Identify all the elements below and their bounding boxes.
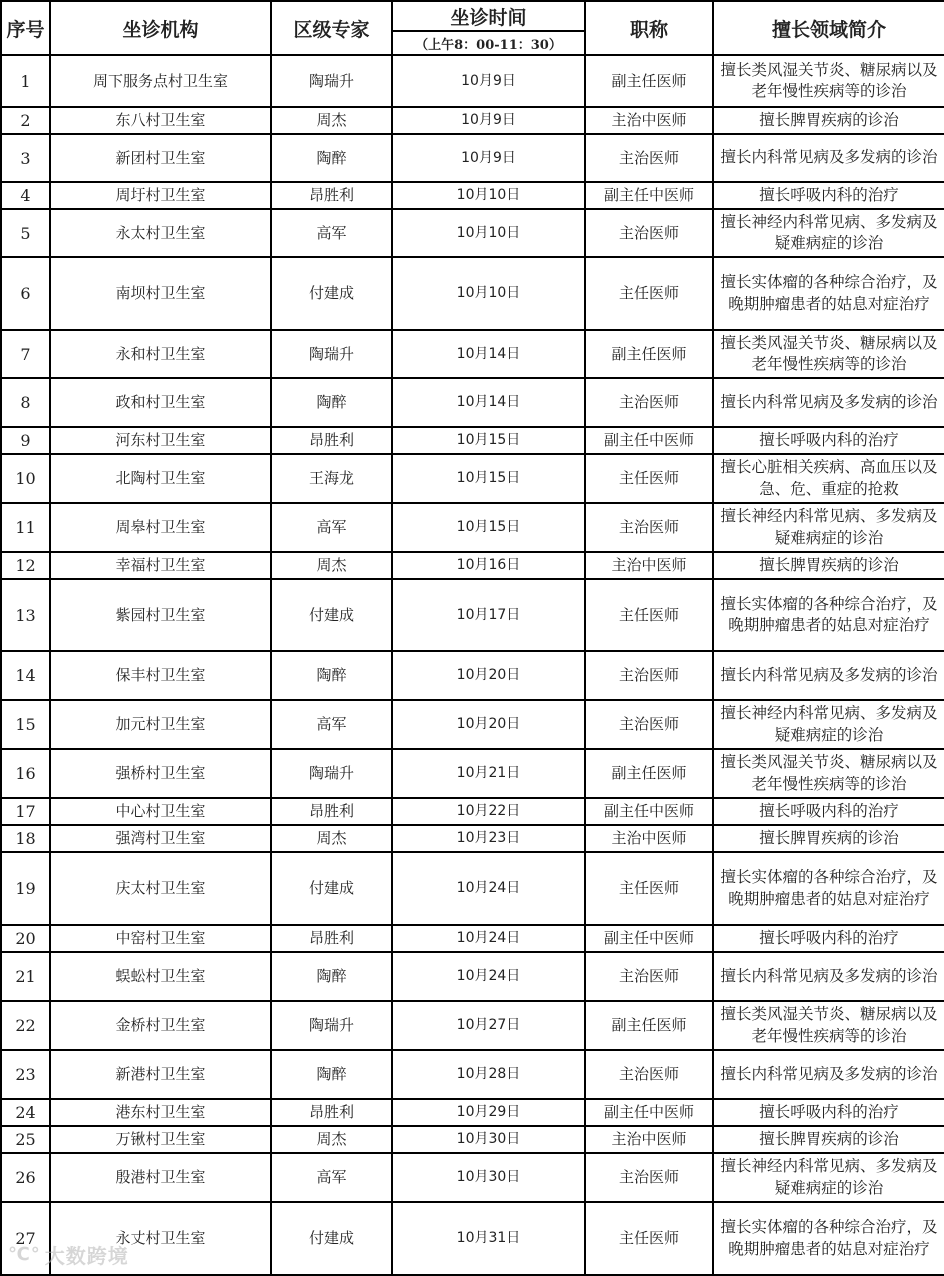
row-index: 20	[1, 925, 50, 952]
row-index: 10	[1, 454, 50, 503]
row-specialty: 擅长呼吸内科的治疗	[713, 427, 944, 454]
row-institution: 政和村卫生室	[50, 378, 271, 427]
table-row	[1, 1001, 944, 1050]
row-specialty: 擅长脾胃疾病的诊治	[713, 825, 944, 852]
row-date: 10月24日	[392, 925, 585, 952]
row-title: 主治中医师	[585, 552, 713, 579]
table-row	[1, 952, 944, 1001]
table-row	[1, 209, 944, 257]
row-institution: 中心村卫生室	[50, 798, 271, 825]
row-institution: 新团村卫生室	[50, 134, 271, 182]
row-title: 主治医师	[585, 952, 713, 1001]
row-expert: 陶醉	[271, 378, 392, 427]
table-row	[1, 1126, 944, 1153]
row-expert: 昂胜利	[271, 798, 392, 825]
row-expert: 昂胜利	[271, 427, 392, 454]
row-title: 主治医师	[585, 1153, 713, 1202]
row-date: 10月29日	[392, 1099, 585, 1126]
row-institution: 万锹村卫生室	[50, 1126, 271, 1153]
table-row	[1, 330, 944, 378]
table-row	[1, 257, 944, 330]
row-title: 主治医师	[585, 209, 713, 257]
row-title: 副主任医师	[585, 1001, 713, 1050]
table-row	[1, 55, 944, 107]
row-index: 25	[1, 1126, 50, 1153]
row-specialty: 擅长类风湿关节炎、糖尿病以及老年慢性疾病等的诊治	[713, 1001, 944, 1050]
row-expert: 陶瑞升	[271, 1001, 392, 1050]
header-time-sub: （上午8：00-11：30）	[392, 31, 585, 55]
row-expert: 陶瑞升	[271, 749, 392, 798]
table-row	[1, 427, 944, 454]
row-expert: 陶醉	[271, 1050, 392, 1099]
row-expert: 付建成	[271, 257, 392, 330]
header-index: 序号	[1, 1, 50, 55]
row-expert: 昂胜利	[271, 925, 392, 952]
row-expert: 付建成	[271, 1202, 392, 1275]
row-title: 主任医师	[585, 454, 713, 503]
row-index: 26	[1, 1153, 50, 1202]
header-specialty: 擅长领域简介	[713, 1, 944, 55]
row-expert: 陶醉	[271, 651, 392, 700]
row-expert: 周杰	[271, 552, 392, 579]
row-date: 10月21日	[392, 749, 585, 798]
row-institution: 保丰村卫生室	[50, 651, 271, 700]
row-specialty: 擅长呼吸内科的治疗	[713, 925, 944, 952]
row-expert: 高军	[271, 503, 392, 552]
row-index: 13	[1, 579, 50, 651]
row-institution: 永和村卫生室	[50, 330, 271, 378]
row-index: 24	[1, 1099, 50, 1126]
row-title: 主治医师	[585, 700, 713, 749]
row-institution: 蜈蚣村卫生室	[50, 952, 271, 1001]
row-date: 10月24日	[392, 852, 585, 925]
table-row	[1, 925, 944, 952]
row-specialty: 擅长类风湿关节炎、糖尿病以及老年慢性疾病等的诊治	[713, 330, 944, 378]
row-index: 8	[1, 378, 50, 427]
row-expert: 昂胜利	[271, 1099, 392, 1126]
row-title: 主治医师	[585, 378, 713, 427]
table-row	[1, 1153, 944, 1202]
row-institution: 永太村卫生室	[50, 209, 271, 257]
row-specialty: 擅长呼吸内科的治疗	[713, 798, 944, 825]
row-expert: 昂胜利	[271, 182, 392, 209]
row-specialty: 擅长内科常见病及多发病的诊治	[713, 952, 944, 1001]
row-institution: 周皋村卫生室	[50, 503, 271, 552]
watermark	[8, 1240, 129, 1269]
row-date: 10月20日	[392, 700, 585, 749]
row-title: 主治中医师	[585, 107, 713, 134]
header-expert: 区级专家	[271, 1, 392, 55]
row-specialty: 擅长实体瘤的各种综合治疗，及晚期肿瘤患者的姑息对症治疗	[713, 1202, 944, 1275]
row-index: 9	[1, 427, 50, 454]
row-specialty: 擅长呼吸内科的治疗	[713, 1099, 944, 1126]
row-expert: 高军	[271, 209, 392, 257]
row-institution: 金桥村卫生室	[50, 1001, 271, 1050]
row-index: 1	[1, 55, 50, 107]
row-institution: 幸福村卫生室	[50, 552, 271, 579]
row-specialty: 擅长实体瘤的各种综合治疗，及晚期肿瘤患者的姑息对症治疗	[713, 579, 944, 651]
row-institution: 东八村卫生室	[50, 107, 271, 134]
row-date: 10月15日	[392, 454, 585, 503]
table-row	[1, 579, 944, 651]
row-index: 12	[1, 552, 50, 579]
table-header	[1, 1, 944, 55]
row-title: 副主任中医师	[585, 427, 713, 454]
row-specialty: 擅长呼吸内科的治疗	[713, 182, 944, 209]
row-institution: 周下服务点村卫生室	[50, 55, 271, 107]
row-date: 10月30日	[392, 1153, 585, 1202]
row-index: 18	[1, 825, 50, 852]
row-specialty: 擅长内科常见病及多发病的诊治	[713, 378, 944, 427]
table-body	[1, 55, 944, 1275]
header-time: 坐诊时间	[392, 1, 585, 31]
row-date: 10月16日	[392, 552, 585, 579]
row-specialty: 擅长内科常见病及多发病的诊治	[713, 651, 944, 700]
row-specialty: 擅长神经内科常见病、多发病及疑难病症的诊治	[713, 700, 944, 749]
row-title: 主任医师	[585, 257, 713, 330]
row-index: 23	[1, 1050, 50, 1099]
row-specialty: 擅长内科常见病及多发病的诊治	[713, 134, 944, 182]
row-index: 4	[1, 182, 50, 209]
table-row	[1, 454, 944, 503]
row-specialty: 擅长脾胃疾病的诊治	[713, 107, 944, 134]
row-specialty: 擅长神经内科常见病、多发病及疑难病症的诊治	[713, 503, 944, 552]
table-row	[1, 825, 944, 852]
row-index: 17	[1, 798, 50, 825]
row-specialty: 擅长实体瘤的各种综合治疗，及晚期肿瘤患者的姑息对症治疗	[713, 257, 944, 330]
row-date: 10月15日	[392, 503, 585, 552]
row-expert: 陶瑞升	[271, 330, 392, 378]
table-row	[1, 378, 944, 427]
table-row	[1, 852, 944, 925]
row-institution: 加元村卫生室	[50, 700, 271, 749]
row-specialty: 擅长类风湿关节炎、糖尿病以及老年慢性疾病等的诊治	[713, 55, 944, 107]
row-title: 副主任中医师	[585, 1099, 713, 1126]
row-title: 主治医师	[585, 651, 713, 700]
row-title: 主任医师	[585, 1202, 713, 1275]
row-date: 10月15日	[392, 427, 585, 454]
table-row	[1, 700, 944, 749]
row-date: 10月10日	[392, 209, 585, 257]
row-institution: 永丈村卫生室	[50, 1202, 271, 1275]
row-index: 2	[1, 107, 50, 134]
row-specialty: 擅长脾胃疾病的诊治	[713, 552, 944, 579]
header-title: 职称	[585, 1, 713, 55]
row-date: 10月9日	[392, 55, 585, 107]
header-institution: 坐诊机构	[50, 1, 271, 55]
row-index: 11	[1, 503, 50, 552]
row-index: 21	[1, 952, 50, 1001]
row-expert: 周杰	[271, 1126, 392, 1153]
row-title: 主治中医师	[585, 825, 713, 852]
row-date: 10月24日	[392, 952, 585, 1001]
table-row	[1, 107, 944, 134]
row-date: 10月30日	[392, 1126, 585, 1153]
row-expert: 周杰	[271, 825, 392, 852]
row-index: 5	[1, 209, 50, 257]
row-expert: 陶瑞升	[271, 55, 392, 107]
row-date: 10月23日	[392, 825, 585, 852]
row-institution: 周圩村卫生室	[50, 182, 271, 209]
row-title: 主治医师	[585, 503, 713, 552]
row-institution: 南坝村卫生室	[50, 257, 271, 330]
table-row	[1, 749, 944, 798]
row-index: 22	[1, 1001, 50, 1050]
row-expert: 付建成	[271, 852, 392, 925]
row-title: 主治医师	[585, 1050, 713, 1099]
row-institution: 新港村卫生室	[50, 1050, 271, 1099]
row-title: 副主任医师	[585, 330, 713, 378]
row-title: 副主任医师	[585, 749, 713, 798]
row-date: 10月17日	[392, 579, 585, 651]
row-date: 10月9日	[392, 107, 585, 134]
row-expert: 陶醉	[271, 134, 392, 182]
table-row	[1, 1050, 944, 1099]
row-specialty: 擅长脾胃疾病的诊治	[713, 1126, 944, 1153]
row-date: 10月10日	[392, 182, 585, 209]
row-institution: 港东村卫生室	[50, 1099, 271, 1126]
row-date: 10月31日	[392, 1202, 585, 1275]
row-specialty: 擅长神经内科常见病、多发病及疑难病症的诊治	[713, 209, 944, 257]
table-row	[1, 1202, 944, 1275]
row-specialty: 擅长心脏相关疾病、高血压以及急、危、重症的抢救	[713, 454, 944, 503]
row-title: 副主任中医师	[585, 925, 713, 952]
row-date: 10月14日	[392, 378, 585, 427]
row-institution: 河东村卫生室	[50, 427, 271, 454]
row-index: 3	[1, 134, 50, 182]
row-index: 14	[1, 651, 50, 700]
table-row	[1, 503, 944, 552]
table-row	[1, 134, 944, 182]
row-expert: 陶醉	[271, 952, 392, 1001]
row-institution: 紫园村卫生室	[50, 579, 271, 651]
row-institution: 强桥村卫生室	[50, 749, 271, 798]
row-date: 10月14日	[392, 330, 585, 378]
table-row	[1, 182, 944, 209]
row-specialty: 擅长神经内科常见病、多发病及疑难病症的诊治	[713, 1153, 944, 1202]
row-specialty: 擅长类风湿关节炎、糖尿病以及老年慢性疾病等的诊治	[713, 749, 944, 798]
row-index: 19	[1, 852, 50, 925]
row-date: 10月27日	[392, 1001, 585, 1050]
row-title: 副主任中医师	[585, 798, 713, 825]
row-index: 16	[1, 749, 50, 798]
row-institution: 庆太村卫生室	[50, 852, 271, 925]
row-expert: 周杰	[271, 107, 392, 134]
row-date: 10月28日	[392, 1050, 585, 1099]
row-expert: 高军	[271, 1153, 392, 1202]
row-institution: 北陶村卫生室	[50, 454, 271, 503]
row-institution: 中窑村卫生室	[50, 925, 271, 952]
row-index: 6	[1, 257, 50, 330]
row-title: 副主任医师	[585, 55, 713, 107]
table-row	[1, 798, 944, 825]
row-expert: 高军	[271, 700, 392, 749]
row-title: 副主任中医师	[585, 182, 713, 209]
row-expert: 王海龙	[271, 454, 392, 503]
row-specialty: 擅长实体瘤的各种综合治疗，及晚期肿瘤患者的姑息对症治疗	[713, 852, 944, 925]
row-date: 10月22日	[392, 798, 585, 825]
watermark-text: 大数跨境	[44, 1244, 129, 1268]
table-row	[1, 651, 944, 700]
row-title: 主任医师	[585, 579, 713, 651]
watermark-logo-icon: ℃°	[8, 1244, 41, 1265]
row-index: 27	[1, 1202, 50, 1275]
table-row	[1, 552, 944, 579]
row-index: 7	[1, 330, 50, 378]
row-title: 主治中医师	[585, 1126, 713, 1153]
table-row	[1, 1099, 944, 1126]
row-date: 10月20日	[392, 651, 585, 700]
row-title: 主治医师	[585, 134, 713, 182]
row-index: 15	[1, 700, 50, 749]
row-expert: 付建成	[271, 579, 392, 651]
row-date: 10月9日	[392, 134, 585, 182]
row-institution: 殷港村卫生室	[50, 1153, 271, 1202]
row-institution: 强湾村卫生室	[50, 825, 271, 852]
row-specialty: 擅长内科常见病及多发病的诊治	[713, 1050, 944, 1099]
row-date: 10月10日	[392, 257, 585, 330]
row-title: 主任医师	[585, 852, 713, 925]
